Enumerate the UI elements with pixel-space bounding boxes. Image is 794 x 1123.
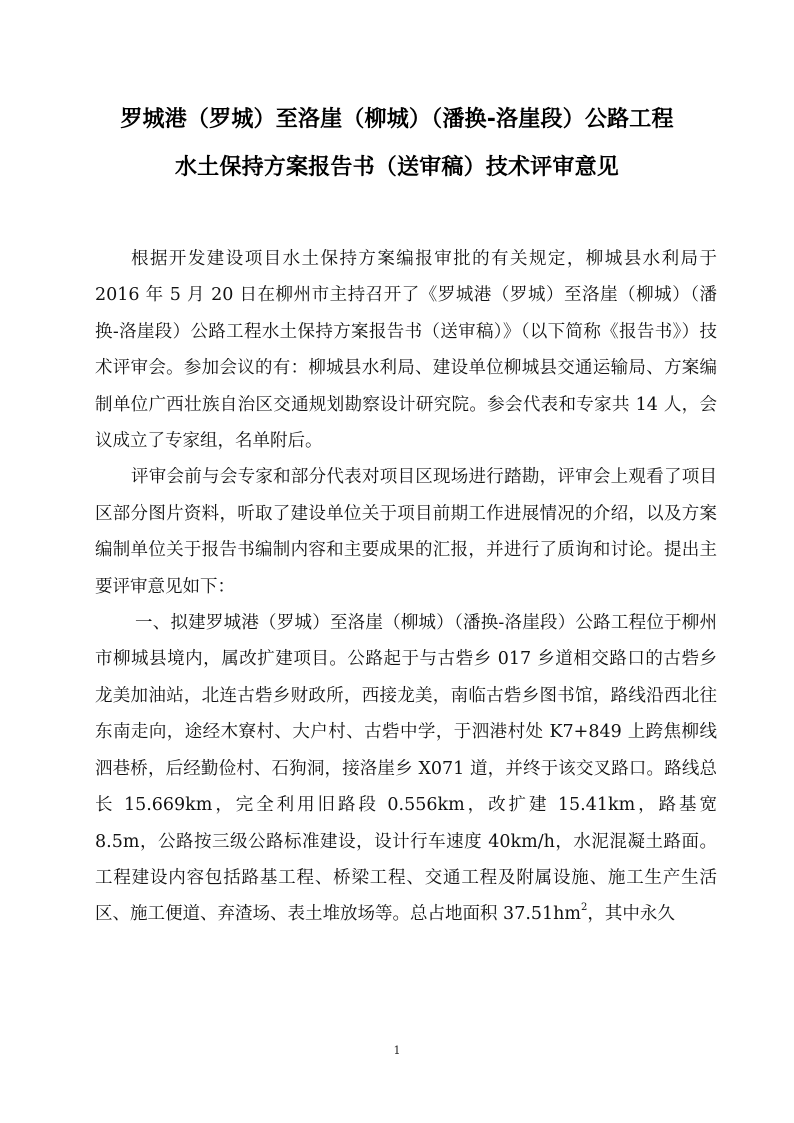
item-1-tail: ，其中永久 <box>587 904 675 925</box>
document-body <box>95 241 717 933</box>
area-unit-superscript: 2 <box>581 902 588 914</box>
page-number: 1 <box>393 1044 401 1057</box>
paragraph-meeting-intro: 根据开发建设项目水土保持方案编报审批的有关规定，柳城县水利局于2016 年 5 月 20 日在柳州市主持召开了《罗城港（罗城）至洛崖（柳城）（潘换-洛崖段）公路工程水土保持方案报告书（送审稿）》（以下简称《报告书》）技术评审会。参加会议的有：柳城县水利局、建设单位柳城县交通运输局、方案编制单位广西壮族自治区交通规划勘察设计研究院。参会代表和专家共 14 人，会议成立了专家组，名单附后。 <box>95 249 717 452</box>
document-title-line-2: 水土保持方案报告书（送审稿）技术评审意见 <box>174 155 619 180</box>
paragraph-item-1 <box>95 605 717 933</box>
item-1-text: 一、拟建罗城港（罗城）至洛崖（柳城）（潘换-洛崖段）公路工程位于柳州市柳城县境内，属改扩建项目。公路起于与古砦乡 017 乡道相交路口的古砦乡龙美加油站，北连古砦乡财政所，西接龙美，南临古砦乡图书馆，路线沿西北往东南走向，途经木寮村、大户村、古砦中学，于泗港村处 K7+849 上跨焦柳线泗巷桥，后经勤俭村、石狗洞，接洛崖乡 X071 道，并终于该交叉路口。路线总长 15.669km，完全利用旧路段 0.556km，改扩建 15.41km，路基宽 8.5m，公路按三级公路标准建设，设计行车速度 40km/h，水泥混凝土路面。工程建设内容包括路基工程、桥梁工程、交通工程及附属设施、施工生产生活区、施工便道、弃渣场、表土堆放场等。总占地面积 37.51hm <box>95 613 717 925</box>
document-title-line-1: 罗城港（罗城）至洛崖（柳城）（潘换-洛崖段）公路工程 <box>120 107 674 132</box>
paragraph-review-process: 评审会前与会专家和部分代表对项目区现场进行踏勘，评审会上观看了项目区部分图片资料，听取了建设单位关于项目前期工作进展情况的介绍，以及方案编制单位关于报告书编制内容和主要成果的汇报，并进行了质询和讨论。提出主要评审意见如下： <box>95 467 717 597</box>
